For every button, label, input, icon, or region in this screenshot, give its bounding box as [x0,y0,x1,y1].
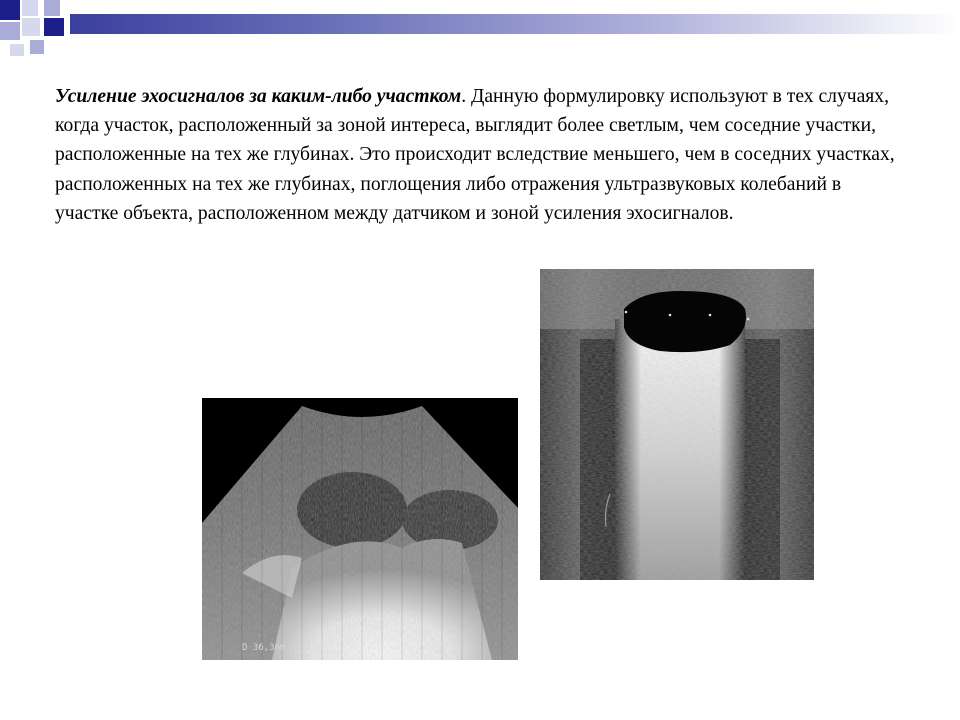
corner-square-pale-3 [10,44,24,56]
ultrasound-right-graphic [540,269,814,580]
header-gradient-bar [70,14,960,34]
corner-square-pale-2 [22,18,40,36]
ultrasound-image-left [202,398,518,660]
ultrasound-image-right [540,269,814,580]
ultrasound-left-graphic [202,398,518,660]
lead-phrase: Усиление эхосигналов за каким-либо участком [55,86,462,107]
slide-paragraph [55,82,905,228]
corner-square-pale-1 [22,0,38,16]
corner-square-lavender-3 [30,40,44,54]
paragraph-body: Данную формулировку используют в тех случаях, когда участок, расположенный за зоной интереса, выглядит более светлым, чем соседние участки, расположенные на тех же глубинах. Это происходит вследствие меньшего, чем в соседних участках, расположенных на тех же глубинах, поглощения либо отражения ультразвуковых колебаний в участке объекта, расположенном между датчиком и зоной усиления эхосигналов. [55,86,895,224]
corner-square-lavender-2 [0,22,20,40]
corner-square-navy-2 [44,18,64,36]
ultrasound-left-overlay-text: D 36,3nm 33,1nd [242,643,324,653]
corner-square-navy-1 [0,0,20,20]
lead-punctuation: . [461,86,467,107]
corner-square-lavender-1 [44,0,60,16]
